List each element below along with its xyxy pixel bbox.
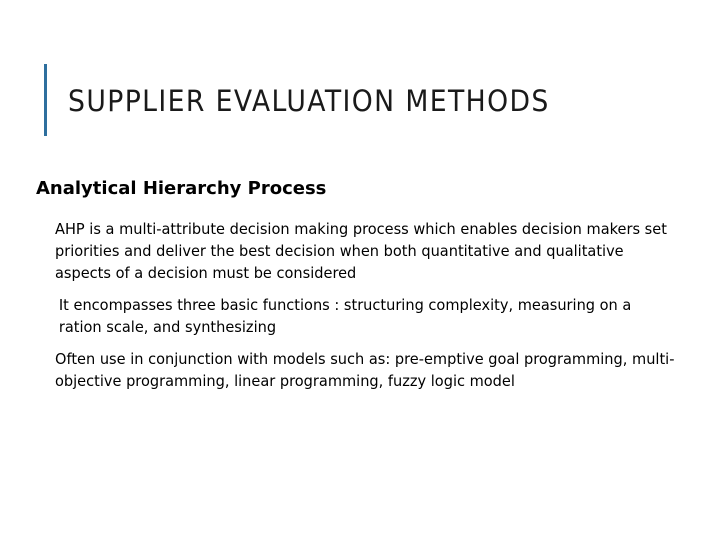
paragraph-ahp-definition: AHP is a multi-attribute decision making process which enables decision makers set priorities and deliver the best decision when both quantitative and qualitative aspects of a decision must be considered (55, 220, 667, 282)
paragraph-ahp-models: Often use in conjunction with models such as: pre-emptive goal programming, multi-objective programming, linear programming, fuzzy logic model (55, 350, 675, 390)
body-text (55, 218, 695, 402)
paragraph-ahp-functions: It encompasses three basic functions : structuring complexity, measuring on a ration scale, and synthesizing (58, 296, 632, 336)
section-subtitle: Analytical Hierarchy Process (36, 178, 327, 199)
slide-title: SUPPLIER EVALUATION METHODS (68, 84, 550, 118)
title-accent-bar (44, 64, 47, 136)
